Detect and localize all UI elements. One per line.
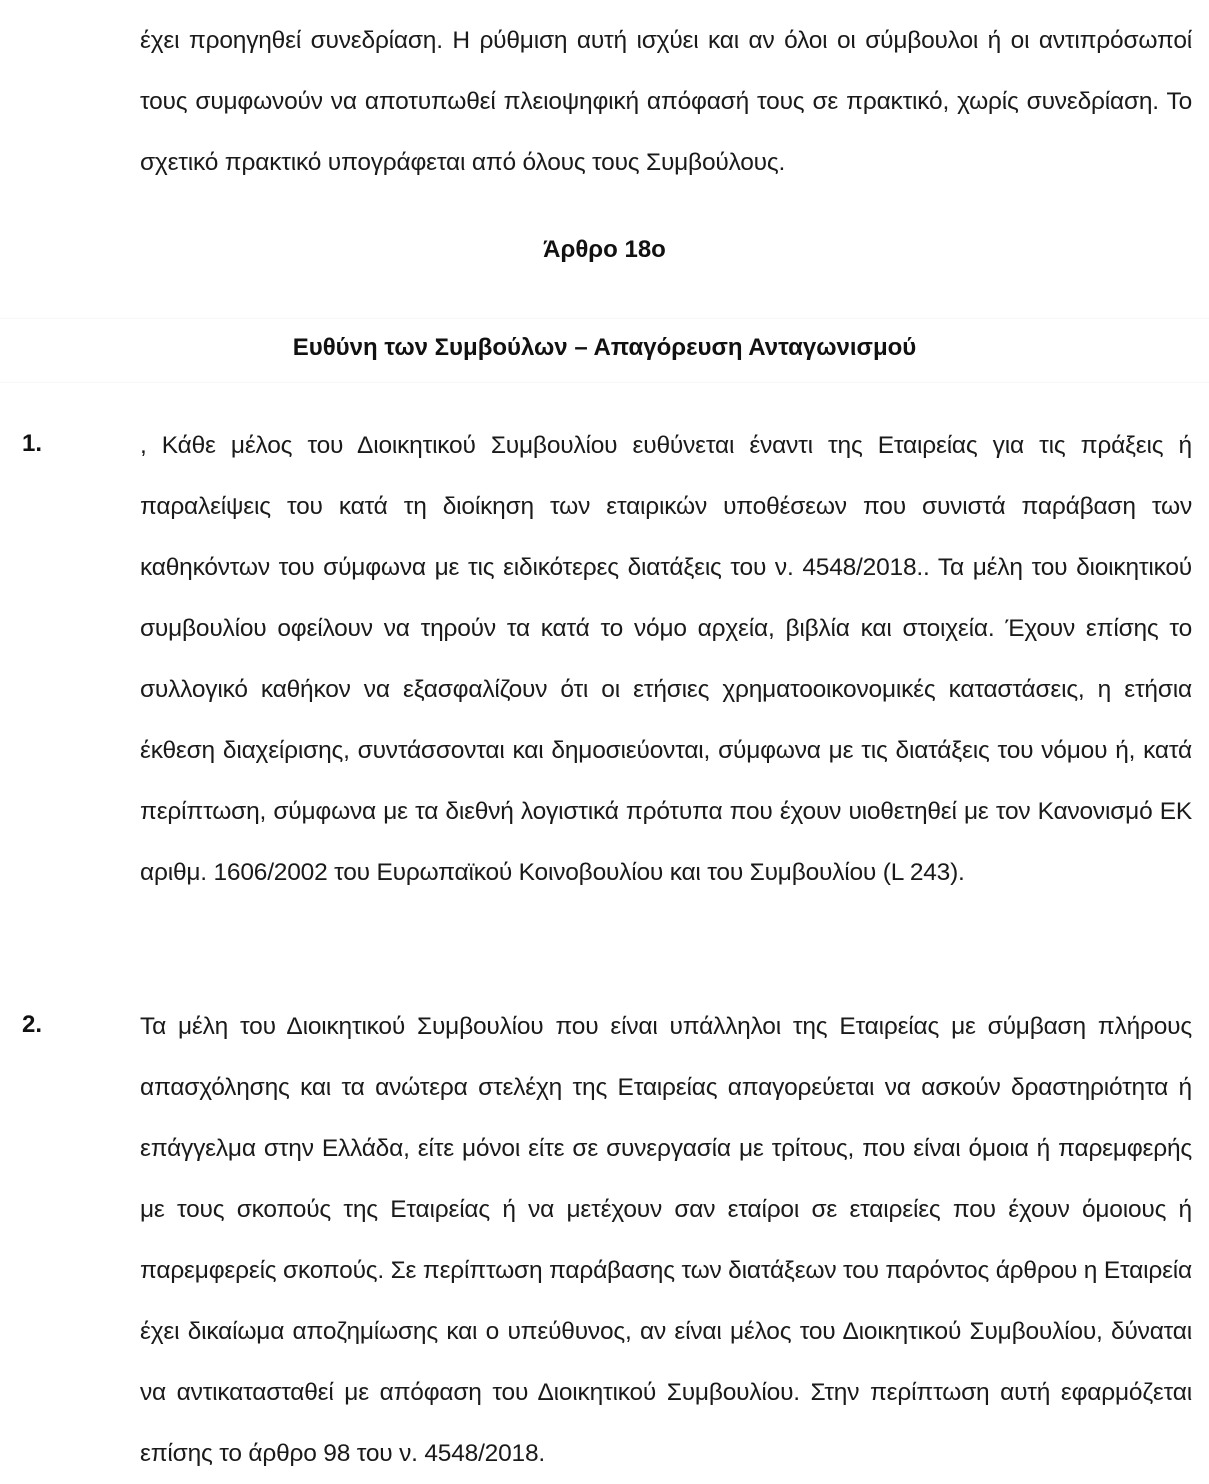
item-paragraph: Τα μέλη του Διοικητικού Συμβουλίου που είναι υπάλληλοι της Εταιρείας με σύμβαση πλήρους απασχόλησης και τα ανώτερα στελέχη της Εταιρείας απαγορεύεται να ασκούν δραστηριότητα ή επάγγελμα στην Ελλάδα, είτε μόνοι είτε σε συνεργασία με τρίτους, που είναι όμοια ή παρεμφερής με τους σκοπούς της Εταιρείας ή να μετέχουν σαν εταίροι σε εταιρείες που έχουν όμοιους ή παρεμφερείς σκοπούς. Σε περίπτωση παράβασης των διατάξεων του παρόντος άρθρου η Εταιρεία έχει δικαίωμα αποζημίωσης και ο υπεύθυνος, αν είναι μέλος του Διοικητικού Συμβουλίου, δύναται να αντικατασταθεί με απόφαση του Διοικητικού Συμβουλίου. Στην περίπτωση αυτή εφαρμόζεται επίσης το άρθρο 98 του ν. 4548/2018. [140,1013,1192,1467]
item-number: 1. [22,430,43,457]
item-number: 2. [22,1011,43,1038]
scan-artifact [0,318,1209,319]
item-paragraph: , Κάθε μέλος του Διοικητικού Συμβουλίου ευθύνεται έναντι της Εταιρείας για τις πράξεις ή παραλείψεις του κατά τη διοίκηση των εταιρικών υποθέσεων που συνιστά παράβαση των καθηκόντων του σύμφωνα με τις ειδικότερες διατάξεις του ν. 4548/2018.. Τα μέλη του διοικητικού συμβουλίου οφείλουν να τηρούν τα κατά το νόμο αρχεία, βιβλία και στοιχεία. Έχουν επίσης το συλλογικό καθήκον να εξασφαλίζουν ότι οι ετήσιες χρηματοοικονομικές καταστάσεις, η ετήσια έκθεση διαχείρισης, συντάσσονται και δημοσιεύονται, σύμφωνα με τις διατάξεις του νόμου ή, κατά περίπτωση, σύμφωνα με τα διεθνή λογιστικά πρότυπα που έχουν υιοθετηθεί με τον Κανονισμό ΕΚ αριθμ. 1606/2002 του Ευρωπαϊκού Κοινοβουλίου και του Συμβουλίου (L 243). [140,432,1192,886]
article-title-heading: Ευθύνη των Συμβούλων – Απαγόρευση Ανταγωνισμού [292,334,917,361]
intro-paragraph: έχει προηγηθεί συνεδρίαση. Η ρύθμιση αυτή ισχύει και αν όλοι οι σύμβουλοι ή οι αντιπρόσωποί τους συμφωνούν να αποτυπωθεί πλειοψηφική απόφασή τους σε πρακτικό, χωρίς συνεδρίαση. Το σχετικό πρακτικό υπογράφεται από όλους τους Συμβούλους. [140,27,1192,176]
scan-artifact [0,382,1209,383]
article-number-heading: Άρθρο 18ο [543,236,666,263]
